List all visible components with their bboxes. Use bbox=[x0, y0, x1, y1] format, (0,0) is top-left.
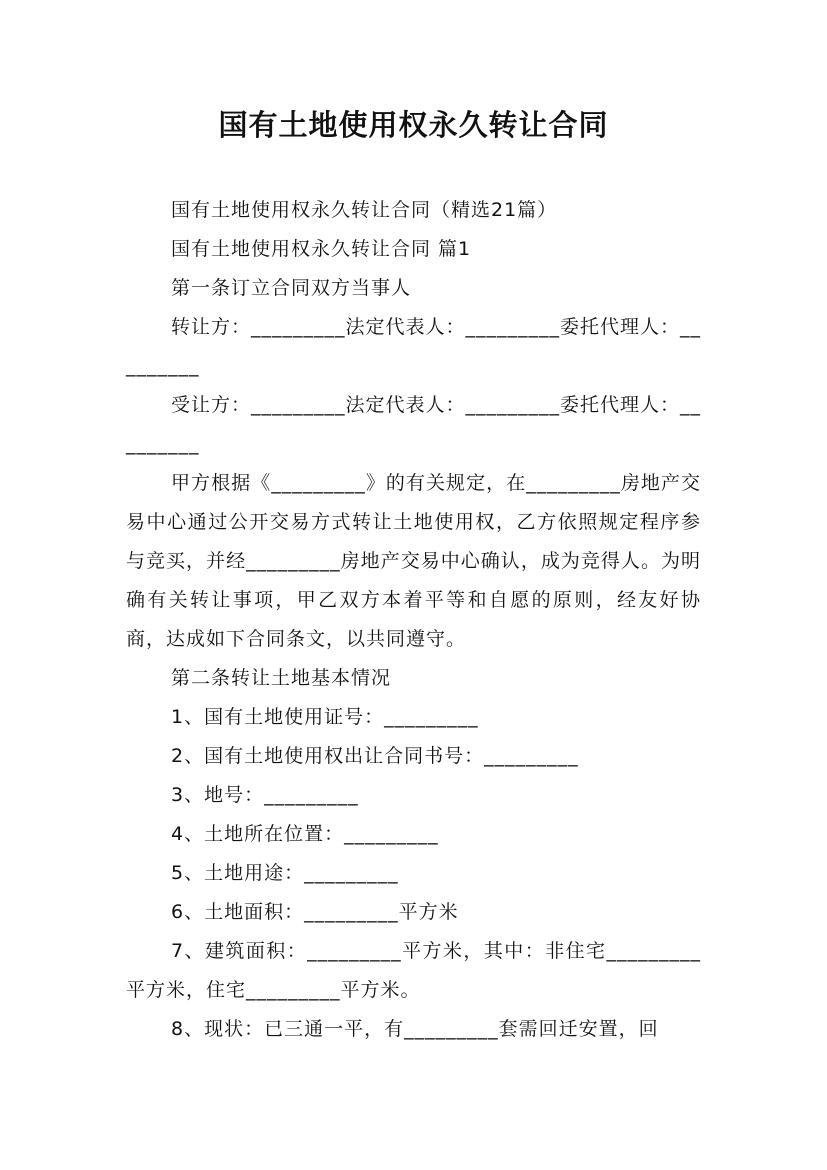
list-item: 4、土地所在位置：_________ bbox=[171, 823, 439, 845]
list-item: 6、土地面积：_________平方米 bbox=[171, 901, 459, 923]
paragraph-preamble: 甲方根据《_________》的有关规定，在_________房地产交易中心通过公开交易方式转让土地使用权，乙方依照规定程序参与竞买，并经_________房地产交易中心确认，成为竞得人。为明确有关转让事项，甲乙双方本着平等和自愿的原则，经友好协商，达成如下合同条文，以共同遵守。 bbox=[126, 472, 701, 650]
paragraph-subtitle: 国有土地使用权永久转让合同（精选21篇） bbox=[171, 199, 558, 221]
paragraph-article-1: 第一条订立合同双方当事人 bbox=[171, 277, 412, 299]
paragraph-article-2: 第二条转让土地基本情况 bbox=[171, 667, 392, 689]
paragraph-transferee: 受让方：_________法定代表人：_________委托代理人：_________ bbox=[126, 394, 702, 455]
list-item: 5、土地用途：_________ bbox=[171, 862, 399, 884]
list-item: 2、国有土地使用权出让合同书号：_________ bbox=[171, 745, 579, 767]
document-title: 国有土地使用权永久转让合同 bbox=[218, 108, 609, 142]
list-item: 7、建筑面积：_________平方米，其中：非住宅_________平方米，住宅_________平方米。 bbox=[126, 940, 701, 1001]
list-item: 8、现状：已三通一平，有_________套需回迁安置，回 bbox=[171, 1018, 659, 1040]
list-item: 3、地号：_________ bbox=[171, 784, 359, 806]
list-item: 1、国有土地使用证号：_________ bbox=[171, 706, 479, 728]
document-body bbox=[126, 191, 701, 1049]
paragraph-transferor: 转让方：_________法定代表人：_________委托代理人：_________ bbox=[126, 316, 702, 377]
paragraph-section-heading: 国有土地使用权永久转让合同 篇1 bbox=[171, 238, 472, 260]
